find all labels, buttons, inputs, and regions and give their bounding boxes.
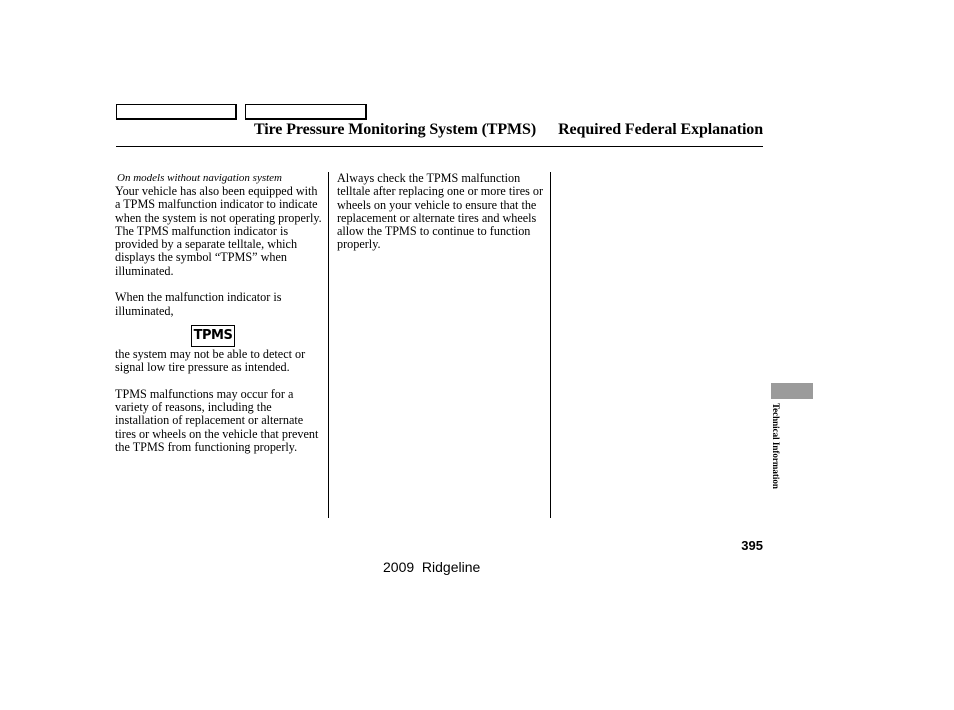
text-column-2 bbox=[337, 172, 545, 252]
header-title-left: Tire Pressure Monitoring System (TPMS) bbox=[253, 121, 537, 138]
nav-button-next[interactable] bbox=[245, 104, 367, 120]
tpms-indicator-icon bbox=[191, 325, 235, 347]
section-label: Technical Information bbox=[771, 403, 781, 489]
text-column-1 bbox=[115, 172, 325, 454]
tpms-icon-label: TPMS bbox=[193, 328, 233, 344]
paragraph-4: TPMS malfunctions may occur for a variety of reasons, including the installation of replacement or alternate tires or wheels on the vehicle that prevent the TPMS from functioning properly. bbox=[115, 386, 319, 455]
header-title-right: Required Federal Explanation bbox=[558, 121, 763, 138]
model-note: On models without navigation system bbox=[117, 172, 282, 184]
paragraph-1: Your vehicle has also been equipped with a TPMS malfunction indicator to indicate when the system is not operating properly. The TPMS malfunction indicator is provided by a separate telltale, which displays the symbol “TPMS” when illuminated. bbox=[115, 184, 322, 278]
paragraph-3: the system may not be able to detect or signal low tire pressure as intended. bbox=[115, 346, 306, 375]
column-divider-1 bbox=[328, 172, 329, 518]
footer-model-name: 2009 Ridgeline bbox=[383, 559, 481, 575]
section-tab[interactable] bbox=[771, 383, 813, 399]
page-number: 395 bbox=[741, 538, 763, 553]
column-divider-2 bbox=[550, 172, 551, 518]
page-header bbox=[116, 121, 763, 139]
paragraph-5: Always check the TPMS malfunction telltale after replacing one or more tires or wheels on your vehicle to ensure that the replacement or alternate tires and wheels allow the TPMS to continue to function properly. bbox=[337, 171, 544, 252]
header-divider bbox=[116, 146, 763, 147]
paragraph-2: When the malfunction indicator is illuminated, bbox=[115, 290, 282, 318]
nav-button-previous[interactable] bbox=[116, 104, 237, 120]
